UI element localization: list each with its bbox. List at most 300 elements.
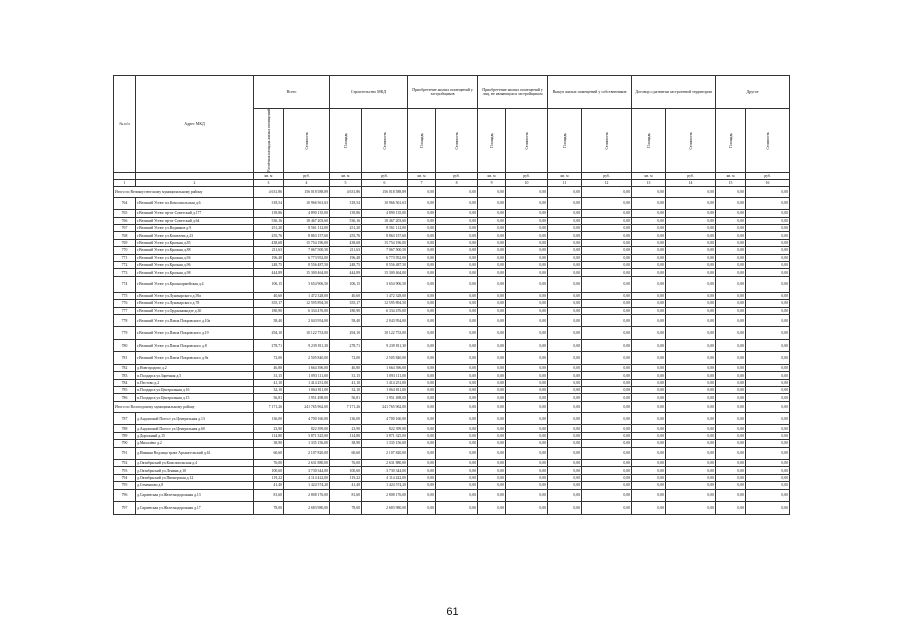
- row-zero-value: 0,00: [478, 210, 506, 217]
- unit-cell: кв. м: [408, 172, 436, 179]
- row-zero-value: 0,00: [548, 314, 582, 327]
- header-subcolumn-label: Расчётная площадь жилых помещений: [266, 109, 271, 172]
- row-zero-value: 0,00: [666, 210, 716, 217]
- row-cost: 9 239 811,30: [284, 339, 330, 352]
- row-address: г.Великий Устюг ул.Луначарского д.78: [136, 300, 254, 307]
- row-zero-value: 0,00: [746, 489, 790, 502]
- row-zero-value: 0,00: [408, 364, 436, 371]
- row-zero-value: 0,00: [436, 460, 478, 467]
- row-zero-value: 0,00: [582, 339, 632, 352]
- row-zero-value: 0,00: [478, 447, 506, 460]
- row-construction-cost: 9 239 811,30: [362, 339, 408, 352]
- row-zero-value: 0,00: [478, 269, 506, 276]
- row-zero-value: 0,00: [436, 232, 478, 239]
- row-zero-value: 0,00: [436, 432, 478, 439]
- row-zero-value: 0,00: [478, 482, 506, 489]
- row-cost: 2 043 954,00: [284, 314, 330, 327]
- row-area: 119,22: [254, 474, 284, 481]
- total-value: 0,00: [506, 186, 548, 197]
- row-construction-cost: 2 683 980,00: [362, 502, 408, 515]
- header-subcolumn-label: Площадь: [728, 132, 733, 148]
- row-zero-value: 0,00: [746, 425, 790, 432]
- row-zero-value: 0,00: [436, 425, 478, 432]
- table-row: [114, 339, 790, 352]
- header-subcolumn: [746, 109, 790, 173]
- table-row: [114, 364, 790, 371]
- row-zero-value: 0,00: [548, 292, 582, 299]
- row-zero-value: 0,00: [666, 239, 716, 246]
- row-zero-value: 0,00: [408, 432, 436, 439]
- row-zero-value: 0,00: [582, 239, 632, 246]
- row-construction-cost: 3 871 325,00: [362, 432, 408, 439]
- row-zero-value: 0,00: [716, 474, 746, 481]
- total-label: Итого по Вологодскому муниципальному району: [114, 401, 254, 412]
- row-zero-value: 0,00: [632, 482, 666, 489]
- row-zero-value: 0,00: [436, 210, 478, 217]
- column-index: 5: [330, 179, 362, 186]
- row-zero-value: 0,00: [506, 232, 548, 239]
- table-row: [114, 387, 790, 394]
- row-construction-area: 139,86: [330, 210, 362, 217]
- row-zero-value: 0,00: [436, 379, 478, 386]
- row-zero-value: 0,00: [666, 474, 716, 481]
- row-address: г.Великий Устюг ул.Кошелева д.23: [136, 232, 254, 239]
- row-address: г.Великий Устюг ул.Луначарского д.59а: [136, 292, 254, 299]
- row-number: 791: [114, 447, 136, 460]
- column-index: 4: [284, 179, 330, 186]
- row-cost: 6 773 952,00: [284, 254, 330, 261]
- row-zero-value: 0,00: [666, 339, 716, 352]
- table-row: [114, 217, 790, 224]
- header-group-non-developers: Приобретение жилых помещений у лиц, не являющихся застройщиком: [478, 76, 548, 109]
- row-construction-cost: 8 556 487,50: [362, 261, 408, 268]
- row-construction-cost: 2 043 954,00: [362, 314, 408, 327]
- row-cost: 2 631 880,00: [284, 460, 330, 467]
- row-zero-value: 0,00: [632, 254, 666, 261]
- header-subcolumn: [330, 109, 362, 173]
- row-zero-value: 0,00: [506, 314, 548, 327]
- header-subcolumn: [284, 109, 330, 173]
- row-zero-value: 0,00: [408, 412, 436, 425]
- table-row: [114, 440, 790, 447]
- row-construction-cost: 7 067 500,50: [362, 247, 408, 254]
- row-zero-value: 0,00: [666, 217, 716, 224]
- row-cost: 2 107 820,00: [284, 447, 330, 460]
- row-construction-area: 294,10: [330, 327, 362, 340]
- table-row: [114, 460, 790, 467]
- row-construction-cost: 10 122 753,00: [362, 327, 408, 340]
- row-address: д.Октябрьский ул.Пионерская д.12: [136, 474, 254, 481]
- total-value: 0,00: [716, 401, 746, 412]
- row-zero-value: 0,00: [716, 425, 746, 432]
- row-construction-cost: 1 093 111,00: [362, 372, 408, 379]
- row-zero-value: 0,00: [746, 474, 790, 481]
- unit-cell: руб.: [582, 172, 632, 179]
- row-zero-value: 0,00: [548, 225, 582, 232]
- row-number: 780: [114, 339, 136, 352]
- row-zero-value: 0,00: [548, 307, 582, 314]
- row-zero-value: 0,00: [716, 254, 746, 261]
- header-subcolumn: [408, 109, 436, 173]
- table-row: [114, 482, 790, 489]
- row-zero-value: 0,00: [582, 412, 632, 425]
- row-zero-value: 0,00: [746, 254, 790, 261]
- unit-cell: кв. м: [716, 172, 746, 179]
- total-row: [114, 186, 790, 197]
- column-index: 7: [408, 179, 436, 186]
- row-zero-value: 0,00: [716, 372, 746, 379]
- row-address: д.Семенково д.8: [136, 482, 254, 489]
- row-construction-cost: 822 399,00: [362, 425, 408, 432]
- row-zero-value: 0,00: [436, 261, 478, 268]
- row-number: 765: [114, 210, 136, 217]
- row-zero-value: 0,00: [716, 307, 746, 314]
- column-index: 2: [136, 179, 254, 186]
- row-zero-value: 0,00: [716, 314, 746, 327]
- row-zero-value: 0,00: [506, 339, 548, 352]
- row-zero-value: 0,00: [506, 239, 548, 246]
- row-zero-value: 0,00: [582, 460, 632, 467]
- row-zero-value: 0,00: [506, 440, 548, 447]
- total-value: 7 171,26: [330, 401, 362, 412]
- row-construction-area: 536,16: [330, 217, 362, 224]
- row-construction-cost: 3 730 344,00: [362, 467, 408, 474]
- row-area: 211,63: [254, 247, 284, 254]
- table-row: [114, 210, 790, 217]
- header-row-groups: [114, 76, 790, 109]
- table-row: [114, 372, 790, 379]
- row-zero-value: 0,00: [666, 432, 716, 439]
- row-number: 785: [114, 387, 136, 394]
- row-construction-area: 355,17: [330, 300, 362, 307]
- row-address: г.Великий Устюг ул.Красная д.96: [136, 261, 254, 268]
- row-number: 786: [114, 394, 136, 401]
- row-zero-value: 0,00: [408, 467, 436, 474]
- row-construction-area: 318,54: [330, 197, 362, 210]
- row-zero-value: 0,00: [666, 292, 716, 299]
- row-zero-value: 0,00: [548, 440, 582, 447]
- row-zero-value: 0,00: [666, 412, 716, 425]
- row-zero-value: 0,00: [666, 314, 716, 327]
- row-construction-cost: 8 561 112,00: [362, 225, 408, 232]
- total-value: 0,00: [632, 401, 666, 412]
- row-zero-value: 0,00: [506, 432, 548, 439]
- row-area: 38,90: [254, 440, 284, 447]
- row-construction-area: 40,60: [330, 292, 362, 299]
- row-zero-value: 0,00: [716, 502, 746, 515]
- total-value: 0,00: [746, 401, 790, 412]
- row-address: п.Пестово д.2: [136, 379, 254, 386]
- row-zero-value: 0,00: [478, 467, 506, 474]
- row-area: 251,20: [254, 225, 284, 232]
- column-index: 13: [632, 179, 666, 186]
- row-zero-value: 0,00: [582, 447, 632, 460]
- row-zero-value: 0,00: [582, 467, 632, 474]
- table-row: [114, 261, 790, 268]
- row-zero-value: 0,00: [548, 364, 582, 371]
- row-zero-value: 0,00: [666, 440, 716, 447]
- row-construction-cost: 3 654 906,50: [362, 276, 408, 292]
- row-zero-value: 0,00: [582, 247, 632, 254]
- row-construction-area: 444,89: [330, 269, 362, 276]
- row-zero-value: 0,00: [408, 210, 436, 217]
- row-zero-value: 0,00: [408, 482, 436, 489]
- row-cost: 4 700 160,00: [284, 412, 330, 425]
- total-value: 241 765 962,00: [284, 401, 330, 412]
- row-zero-value: 0,00: [632, 197, 666, 210]
- row-zero-value: 0,00: [582, 440, 632, 447]
- page-number: 61: [446, 606, 459, 618]
- row-zero-value: 0,00: [548, 217, 582, 224]
- row-area: 106,15: [254, 276, 284, 292]
- row-zero-value: 0,00: [632, 269, 666, 276]
- header-group-development: Договор о развитии застроенной территории: [632, 76, 716, 109]
- table-row: [114, 394, 790, 401]
- row-area: 136,00: [254, 412, 284, 425]
- row-cost: 1 424 574,20: [284, 482, 330, 489]
- row-cost: 2 505 840,00: [284, 352, 330, 365]
- row-zero-value: 0,00: [632, 217, 666, 224]
- row-address: г.Великий Устюг пр-кт Советский д.64: [136, 217, 254, 224]
- row-zero-value: 0,00: [408, 314, 436, 327]
- header-subcolumn: [506, 109, 548, 173]
- header-address: Адрес МКД: [136, 76, 254, 173]
- row-construction-area: 196,48: [330, 254, 362, 261]
- row-zero-value: 0,00: [716, 327, 746, 340]
- row-zero-value: 0,00: [666, 387, 716, 394]
- row-zero-value: 0,00: [408, 307, 436, 314]
- row-zero-value: 0,00: [666, 394, 716, 401]
- row-zero-value: 0,00: [666, 261, 716, 268]
- row-zero-value: 0,00: [478, 412, 506, 425]
- table-row: [114, 254, 790, 261]
- row-cost: 1 472 328,00: [284, 292, 330, 299]
- row-number: 769: [114, 239, 136, 246]
- row-number: 768: [114, 232, 136, 239]
- row-number: 795: [114, 482, 136, 489]
- row-zero-value: 0,00: [632, 352, 666, 365]
- row-zero-value: 0,00: [582, 292, 632, 299]
- row-zero-value: 0,00: [582, 372, 632, 379]
- row-address: г.Великий Устюг ул.Красноармейская д.4: [136, 276, 254, 292]
- row-address: г.Великий Устюг пр-кт Советский д.177: [136, 210, 254, 217]
- row-area: 278,71: [254, 339, 284, 352]
- row-zero-value: 0,00: [632, 432, 666, 439]
- row-zero-value: 0,00: [506, 482, 548, 489]
- row-zero-value: 0,00: [548, 482, 582, 489]
- row-zero-value: 0,00: [548, 412, 582, 425]
- table-row: [114, 447, 790, 460]
- table-row: [114, 432, 790, 439]
- row-area: 139,86: [254, 210, 284, 217]
- header-group-buyout: Выкуп жилых помещений у собственников: [548, 76, 632, 109]
- row-zero-value: 0,00: [582, 379, 632, 386]
- row-zero-value: 0,00: [506, 307, 548, 314]
- row-construction-area: 100,60: [330, 467, 362, 474]
- row-zero-value: 0,00: [478, 372, 506, 379]
- row-construction-cost: 15 754 196,00: [362, 239, 408, 246]
- column-index: 9: [478, 179, 506, 186]
- row-zero-value: 0,00: [746, 432, 790, 439]
- row-zero-value: 0,00: [436, 292, 478, 299]
- total-value: 0,00: [632, 186, 666, 197]
- table-row: [114, 352, 790, 365]
- header-subcolumn: [716, 109, 746, 173]
- row-zero-value: 0,00: [632, 210, 666, 217]
- row-cost: 8 561 112,00: [284, 225, 330, 232]
- header-subcolumn-label: Площадь: [419, 132, 424, 148]
- row-construction-cost: 2 107 820,00: [362, 447, 408, 460]
- header-group-other: Другое: [716, 76, 790, 109]
- row-zero-value: 0,00: [582, 276, 632, 292]
- table-row: [114, 307, 790, 314]
- row-area: 81,60: [254, 489, 284, 502]
- row-zero-value: 0,00: [632, 372, 666, 379]
- header-subcolumn: [362, 109, 408, 173]
- row-zero-value: 0,00: [436, 474, 478, 481]
- header-subcolumn-label: Стоимость: [454, 131, 459, 150]
- row-address: г.Великий Устюг ул.Павла Покровского д.10а: [136, 314, 254, 327]
- row-zero-value: 0,00: [548, 447, 582, 460]
- column-index: 6: [362, 179, 408, 186]
- row-zero-value: 0,00: [478, 394, 506, 401]
- row-zero-value: 0,00: [632, 387, 666, 394]
- row-address: г.Великий Устюг ул.Красная д.88: [136, 247, 254, 254]
- row-zero-value: 0,00: [506, 276, 548, 292]
- row-zero-value: 0,00: [506, 217, 548, 224]
- header-subcolumn-label: Стоимость: [604, 131, 609, 150]
- row-area: 536,16: [254, 217, 284, 224]
- row-zero-value: 0,00: [666, 379, 716, 386]
- table-row: [114, 467, 790, 474]
- row-zero-value: 0,00: [478, 300, 506, 307]
- row-zero-value: 0,00: [436, 447, 478, 460]
- row-zero-value: 0,00: [506, 460, 548, 467]
- row-zero-value: 0,00: [666, 269, 716, 276]
- row-area: 255,76: [254, 232, 284, 239]
- row-number: 770: [114, 247, 136, 254]
- row-zero-value: 0,00: [716, 239, 746, 246]
- column-index: 8: [436, 179, 478, 186]
- row-zero-value: 0,00: [716, 440, 746, 447]
- table-row: [114, 379, 790, 386]
- row-area: 114,80: [254, 432, 284, 439]
- row-area: 180,90: [254, 307, 284, 314]
- row-zero-value: 0,00: [632, 300, 666, 307]
- total-value: 4 631,86: [254, 186, 284, 197]
- table-row: [114, 502, 790, 515]
- row-zero-value: 0,00: [506, 474, 548, 481]
- row-cost: 3 654 906,50: [284, 276, 330, 292]
- row-cost: 1 064 811,00: [284, 387, 330, 394]
- row-zero-value: 0,00: [408, 254, 436, 261]
- row-zero-value: 0,00: [506, 254, 548, 261]
- row-cost: 6 334 476,00: [284, 307, 330, 314]
- row-number: 797: [114, 502, 136, 515]
- row-address: д.Октябрьский ул.Ленина д.10: [136, 467, 254, 474]
- header-subcolumn-label: Стоимость: [524, 131, 529, 150]
- row-address: д.Нижняя Водлица тракт Архангельский д.61: [136, 447, 254, 460]
- row-zero-value: 0,00: [746, 467, 790, 474]
- row-cost: 10 966 561,63: [284, 197, 330, 210]
- row-cost: 8 556 487,50: [284, 261, 330, 268]
- row-construction-area: 41,40: [330, 482, 362, 489]
- row-zero-value: 0,00: [632, 292, 666, 299]
- row-zero-value: 0,00: [506, 300, 548, 307]
- row-cost: 1 414 251,00: [284, 379, 330, 386]
- row-number: 764: [114, 197, 136, 210]
- row-zero-value: 0,00: [746, 372, 790, 379]
- row-zero-value: 0,00: [666, 364, 716, 371]
- row-zero-value: 0,00: [548, 269, 582, 276]
- row-zero-value: 0,00: [436, 352, 478, 365]
- row-zero-value: 0,00: [716, 261, 746, 268]
- row-zero-value: 0,00: [408, 425, 436, 432]
- row-area: 100,60: [254, 467, 284, 474]
- row-zero-value: 0,00: [716, 352, 746, 365]
- row-zero-value: 0,00: [666, 276, 716, 292]
- total-value: 0,00: [548, 186, 582, 197]
- row-number: 789: [114, 432, 136, 439]
- unit-cell: руб.: [362, 172, 408, 179]
- row-zero-value: 0,00: [478, 352, 506, 365]
- row-cost: 1 664 396,00: [284, 364, 330, 371]
- row-zero-value: 0,00: [478, 432, 506, 439]
- row-zero-value: 0,00: [632, 502, 666, 515]
- row-construction-area: 211,63: [330, 247, 362, 254]
- row-zero-value: 0,00: [436, 412, 478, 425]
- table-row: [114, 225, 790, 232]
- row-zero-value: 0,00: [548, 276, 582, 292]
- row-zero-value: 0,00: [746, 502, 790, 515]
- row-address: п.Полдарса ул.Центральная д.16: [136, 387, 254, 394]
- row-number: 794: [114, 474, 136, 481]
- row-zero-value: 0,00: [478, 276, 506, 292]
- row-zero-value: 0,00: [408, 239, 436, 246]
- row-zero-value: 0,00: [478, 387, 506, 394]
- row-zero-value: 0,00: [666, 225, 716, 232]
- row-zero-value: 0,00: [436, 197, 478, 210]
- row-zero-value: 0,00: [408, 225, 436, 232]
- row-zero-value: 0,00: [746, 292, 790, 299]
- header-subcolumn: [582, 109, 632, 173]
- row-construction-cost: 12 595 894,50: [362, 300, 408, 307]
- row-zero-value: 0,00: [582, 432, 632, 439]
- row-zero-value: 0,00: [436, 339, 478, 352]
- row-zero-value: 0,00: [436, 225, 478, 232]
- row-zero-value: 0,00: [666, 460, 716, 467]
- row-zero-value: 0,00: [582, 474, 632, 481]
- row-cost: 2 808 176,00: [284, 489, 330, 502]
- row-zero-value: 0,00: [478, 232, 506, 239]
- row-zero-value: 0,00: [478, 440, 506, 447]
- header-subcolumn-label: Стоимость: [304, 131, 309, 150]
- row-zero-value: 0,00: [666, 482, 716, 489]
- housing-register-table: [113, 75, 790, 515]
- row-zero-value: 0,00: [548, 239, 582, 246]
- row-area: 41,10: [254, 379, 284, 386]
- row-number: 792: [114, 460, 136, 467]
- row-zero-value: 0,00: [746, 364, 790, 371]
- total-value: 0,00: [478, 401, 506, 412]
- row-area: 444,89: [254, 269, 284, 276]
- header-subcolumn: [436, 109, 478, 173]
- row-construction-area: 119,22: [330, 474, 362, 481]
- row-zero-value: 0,00: [746, 276, 790, 292]
- row-zero-value: 0,00: [666, 300, 716, 307]
- row-zero-value: 0,00: [582, 217, 632, 224]
- row-zero-value: 0,00: [746, 300, 790, 307]
